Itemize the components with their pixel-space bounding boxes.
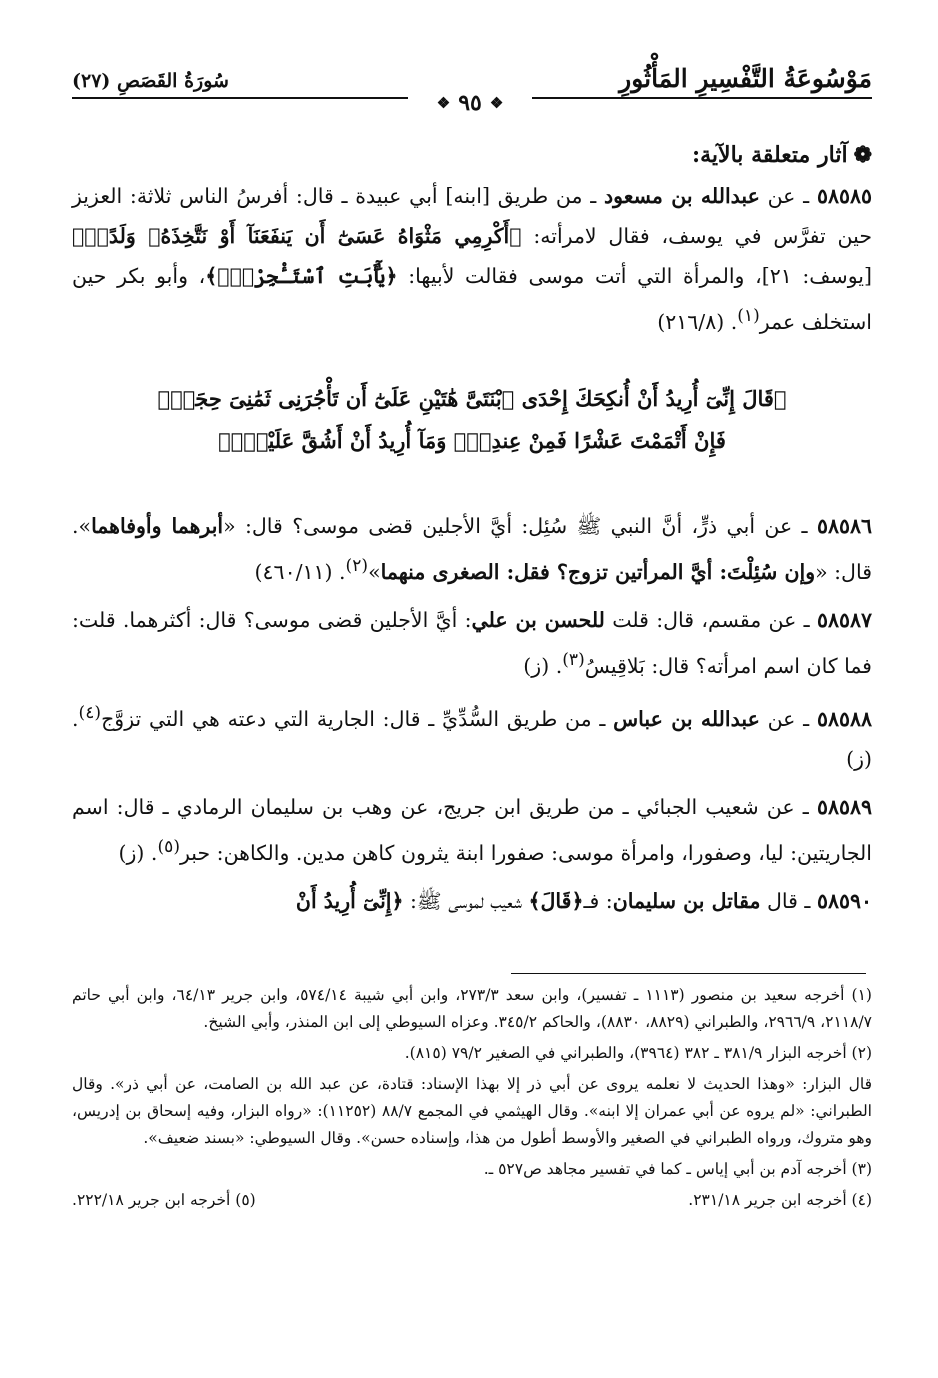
text-run: . (٤٦٠/١١): [254, 559, 346, 584]
text-run: ـ عن مقسم، قال: قلت: [604, 607, 817, 632]
text-run: ـ عن: [759, 707, 817, 732]
athar-number: ٥٨٥٨٦: [816, 513, 872, 538]
narrator-name: عبدالله بن مسعود: [603, 184, 760, 208]
footnote: (١) أخرجه سعيد بن منصور (١١١٣ ـ تفسير)، وابن سعد ٢٧٣/٣، وابن أبي شيبة ٥٧٤/١٤، وابن جرير ٦٤/١٣، وابن أبي حاتم ٢١١٨/٧، ٢٩٦٦/٩، والطبراني (٨٨٢٩، ٨٨٣٠)، والحاكم ٣٤٥/٢. وعزاه السيوطي إلى ابن المنذر، وأبي الشيخ.: [72, 986, 872, 1031]
quran-quote: ﴿يَٰٓأَبَتِ ٱسْتَـْٔجِرْهُۖ﴾: [205, 264, 398, 288]
text-run: . (ز): [118, 841, 158, 866]
athar-paragraph: [72, 787, 872, 873]
footnote: (٢) أخرجه البزار ٣٨١/٩ ـ ٣٨٢ (٣٩٦٤)، والطبراني في الصغير ٧٩/٢ (٨١٥).: [404, 1044, 872, 1062]
text-run: . (ز): [72, 707, 872, 772]
text-run: ـ عن أبي ذرٍّ، أنَّ النبي ﷺ سُئِل: أيَّ الأجلين قضى موسى؟ قال: «: [223, 513, 817, 538]
footnote: (٥) أخرجه ابن جرير ٢٢٢/١٨.: [72, 1191, 256, 1209]
narrator-name: عبدالله بن عباس: [613, 707, 760, 732]
athar-number: ٥٨٥٨٥: [816, 184, 872, 208]
quran-quote: ﴿قَالَ﴾: [528, 889, 584, 914]
section-heading: [72, 142, 872, 168]
athar-paragraph: [72, 506, 872, 592]
footnote-row: [72, 1187, 872, 1214]
quran-quote: ﴿إِنِّىٓ أُرِيدُ أَنْ: [295, 889, 404, 914]
athar-number: ٥٨٥٩٠: [816, 889, 872, 914]
athar-paragraph: [72, 881, 872, 921]
footnote-ref: (١): [737, 306, 760, 326]
text-run: : فـ: [583, 889, 613, 914]
footnotes: [72, 982, 872, 1214]
narrator-name: مقاتل بن سليمان: [612, 889, 761, 914]
verse-line: فَإِنْ أَتْمَمْتَ عَشْرًا فَمِنْ عِندِكَۖ وَمَآ أُرِيدُ أَنْ أَشُقَّ عَلَيْكَۚ﴾: [218, 427, 726, 453]
footnote-comment: قال البزار: «وهذا الحديث لا نعلمه يروى عن أبي ذر إلا بهذا الإسناد: قتادة، عن عبد الله بن الصامت، عن أبي ذر». وقال الطبراني: «لم يروه عن أبي عمران إلا ابنه». وقال الهيثمي في المجمع ٨٨/٧ (١١٢٥٢): «رواه البزار، وفيه إسحاق بن إدريس، وهو متروك، ورواه الطبراني في الصغير والأوسط أطول من هذا، وإسناده حسن». وقال السيوطي: «بسند ضعيف».: [72, 1075, 872, 1147]
verse-block: [72, 378, 872, 462]
ornament-icon: ❖: [436, 94, 451, 112]
book-title: مَوْسُوعَةُ التَّفْسِيرِ المَأْثُورِ: [619, 64, 872, 93]
hadith-text: وإن سُئِلْتَ: أيَّ المرأتين تزوج؟ فقل: الصغرى منهما: [380, 559, 816, 584]
footnote: (٣) أخرجه آدم بن أبي إياس ـ كما في تفسير مجاهد ص٥٢٧ ـ.: [483, 1160, 872, 1178]
athar-paragraph: [72, 176, 872, 342]
text-run: ـ عن شعيب الجبائي ـ من طريق ابن جريج، عن وهب بن سليمان الرمادي ـ قال: اسم الجاريتين: ليا، وصفورا، وامرأة موسى: صفورا ابنة يثرون كاهن مدين. والكاهن: حبر: [72, 795, 872, 866]
section-heading-text: آثار متعلقة بالآية:: [692, 142, 848, 168]
text-run: ـ من طريق السُّدِّيِّ ـ قال: الجارية التي دعته هي التي تزوَّج: [101, 707, 614, 732]
text-run: ـ قال: [760, 889, 817, 914]
text-run: ». قال: «: [72, 513, 872, 584]
athar-paragraph: [72, 693, 872, 779]
footnote-divider: [511, 973, 866, 974]
footnote-ref: (٤): [78, 703, 102, 724]
surah-title: سُورَةُ القَصَصِ (٢٧): [72, 70, 229, 92]
text-run: شعيب لموسى ﷺ:: [403, 889, 529, 914]
text-run: : أيَّ الأجلين قضى موسى؟ قال: أكثرهما. قلت: فما كان اسم امرأته؟ قال: بَلاقِيسُ: [72, 607, 872, 678]
text-run: [يوسف: ٢١]، والمرأة التي أتت موسى فقالت لأبيها:: [397, 264, 872, 288]
athar-number: ٥٨٥٨٧: [816, 607, 872, 632]
text-run: ـ عن: [759, 184, 817, 208]
verse-line: ﴿قَالَ إِنِّىٓ أُرِيدُ أَنْ أُنكِحَكَ إِحْدَى ٱبْنَتَىَّ هَٰتَيْنِ عَلَىٰٓ أَن تَأْجُرَنِى ثَمَٰنِىَ حِجَجٍۖ: [157, 385, 787, 411]
footnote-ref: (٣): [562, 649, 585, 670]
hadith-text: أبرهما وأوفاهما: [91, 513, 224, 538]
athar-number: ٥٨٥٨٨: [816, 707, 873, 732]
page-number-box: [408, 87, 532, 119]
page-number: ٩٥: [458, 90, 482, 116]
footnote: (٤) أخرجه ابن جرير ٢٣١/١٨.: [688, 1191, 872, 1209]
text-run: . (ز): [523, 653, 563, 678]
athar-number: ٥٨٥٨٩: [816, 795, 872, 820]
flower-icon: ❁: [853, 142, 872, 168]
text-run: »: [368, 559, 381, 584]
athar-paragraph: [72, 600, 872, 686]
text-run: ، وأبو بكر حين استخلف عمر: [72, 264, 872, 334]
footnote-ref: (٥): [157, 837, 180, 858]
quran-quote: ﴿أَكْرِمِي مَثْوَاهُ عَسَىٰٓ أَن يَنفَعَنَآ أَوْ نَتَّخِذَهُۥ وَلَدًاۚ﴾: [72, 224, 522, 248]
footnote-ref: (٢): [345, 555, 369, 576]
text-run: . (٢١٦/٨): [657, 309, 738, 334]
ornament-icon: ❖: [489, 94, 504, 112]
narrator-name: للحسن بن علي: [471, 607, 605, 632]
main-text: [72, 142, 872, 929]
text-run: ـ من طريق [ابنه] أبي عبيدة ـ قال: أفرسُ الناس ثلاثة: العزيز حين تفرَّس في يوسف، فقال لامرأته:: [72, 184, 873, 248]
